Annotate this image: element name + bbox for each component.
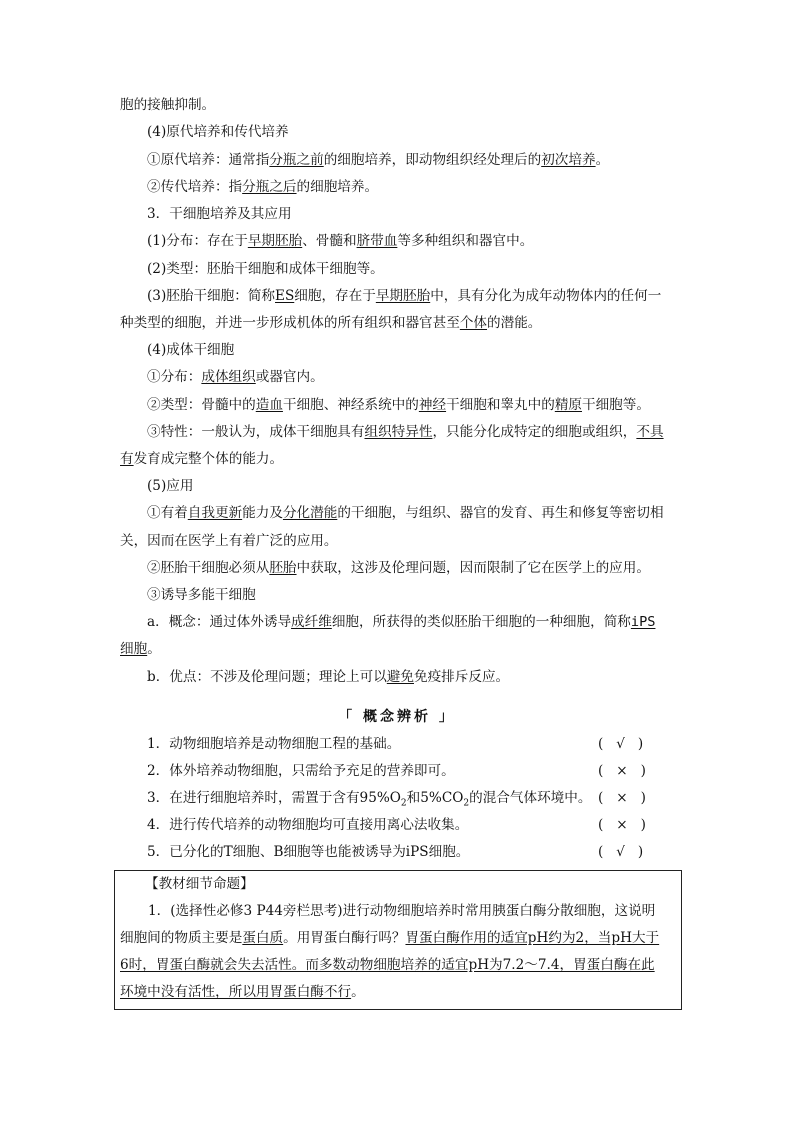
text: 胞的接触抑制。 [120, 97, 216, 113]
paragraph-line [147, 178, 378, 196]
subscript: 2 [463, 798, 470, 809]
heading-adult-stem-cells [147, 341, 234, 359]
text: ③特性：一般认为，成体干细胞具有 [147, 424, 365, 440]
underlined-answer: 分化潜能 [282, 505, 338, 521]
text: ②传代培养：指 [147, 179, 243, 195]
paragraph-line [120, 983, 365, 1001]
underlined-answer: 蛋白质 [242, 930, 284, 946]
text: (2)类型：胚胎干细胞和成体干细胞等。 [147, 261, 384, 277]
underlined-answer: 成纤维 [291, 614, 332, 630]
paragraph-line [147, 613, 655, 631]
judgement-item [147, 735, 667, 753]
item-answer: ( × ) [598, 817, 646, 833]
text: ①有着 [147, 505, 188, 521]
text: 免疫排斥反应。 [413, 669, 510, 685]
underlined-answer: 神经 [418, 397, 447, 413]
text: ①分布： [147, 369, 202, 385]
text: 细胞，所获得的类似胚胎干细胞的一种细胞，简称 [331, 614, 631, 630]
paragraph-line [147, 586, 256, 604]
subscript: 2 [400, 798, 407, 809]
paragraph-line [147, 396, 650, 414]
paragraph-line [147, 287, 661, 305]
underlined-answer: 脐带血 [356, 233, 398, 249]
item-answer: ( √ ) [598, 844, 644, 860]
text: 3．干细胞培养及其应用 [147, 206, 292, 222]
textbook-detail-box [114, 870, 682, 1010]
underlined-answer: 胚胎 [269, 560, 297, 576]
underlined-answer: 早期胚胎 [247, 233, 303, 249]
underlined-answer: 不具 [636, 424, 664, 440]
text: 。 [595, 152, 610, 168]
judgement-item [147, 789, 667, 807]
text: 、骨髓和 [302, 233, 357, 249]
text: 中获取，这涉及伦理问题，因而限制了它在医学上的应用。 [296, 560, 650, 576]
underlined-answer: 精原 [554, 397, 582, 413]
underlined-answer: 环境中没有活性，所以用胃蛋白酶不行 [120, 984, 352, 1000]
text: 能力及 [242, 505, 283, 521]
text: (4)成体干细胞 [147, 342, 235, 358]
text: 发育成完整个体的能力。 [133, 451, 284, 467]
item-text [147, 789, 591, 813]
paragraph-line [147, 668, 509, 686]
text: 或器官内。 [255, 369, 324, 385]
paragraph-line [148, 902, 655, 920]
text: 。 [147, 641, 161, 657]
paragraph-line [147, 151, 609, 169]
text: 干细胞、神经系统中的 [282, 397, 419, 413]
paragraph-line [120, 640, 161, 658]
text: 。 [351, 984, 365, 1000]
heading-primary-passage-culture [147, 123, 289, 141]
item-answer: ( × ) [598, 790, 646, 806]
item-text: 2．体外培养动物细胞，只需给予充足的营养即可。 [147, 763, 455, 779]
text: 3．在进行细胞培养时，需置于含有95%O [147, 790, 401, 806]
paragraph-line [147, 232, 533, 250]
underlined-answer: 自我更新 [187, 505, 243, 521]
heading-stem-cells [147, 205, 292, 223]
text: 细胞，存在于 [294, 288, 376, 304]
paragraph-line [120, 956, 655, 974]
text: 1．(选择性必修3 P44旁栏思考)进行动物细胞培养时常用胰蛋白酶分散细胞，这说明 [148, 903, 656, 919]
underlined-answer: 分瓶之前 [269, 152, 324, 168]
underlined-answer: 避免 [386, 669, 414, 685]
paragraph-line [120, 96, 215, 114]
underlined-answer: 早期胚胎 [375, 288, 431, 304]
section-title: 「 概念辨析 」 [338, 709, 456, 725]
paragraph-line [120, 450, 283, 468]
text: ①原代培养：通常指 [147, 152, 270, 168]
underlined-answer: 组织特异性 [364, 424, 433, 440]
text: a．概念：通过体外诱导 [147, 614, 292, 630]
item-answer: ( √ ) [598, 736, 644, 752]
judgement-item [147, 762, 667, 780]
item-text: 1．动物细胞培养是动物细胞工程的基础。 [147, 736, 401, 752]
text: ②胚胎干细胞必须从 [147, 560, 270, 576]
text: 的细胞培养，即动物组织经处理后的 [323, 152, 542, 168]
judgement-item [147, 816, 667, 834]
item-text: 5．已分化的T细胞、B细胞等也能被诱导为iPS细胞。 [147, 844, 470, 860]
text: 和5%CO [406, 790, 464, 806]
text: 的细胞培养。 [296, 179, 379, 195]
text: (5)应用 [147, 478, 194, 494]
paragraph-line [120, 314, 541, 332]
underlined-answer: 胃蛋白酶作用的适宜pH约为2，当pH大于 [405, 930, 660, 946]
underlined-answer: ES [275, 288, 295, 304]
paragraph-line [147, 423, 664, 441]
text: 细胞间的物质主要是 [120, 930, 243, 946]
text: (3)胚胎干细胞：简称 [147, 288, 276, 304]
underlined-answer: 细胞 [120, 641, 148, 657]
text: 的干细胞，与组织、器官的发育、再生和修复等密切相 [337, 505, 664, 521]
paragraph-line [147, 559, 650, 577]
underlined-answer: 初次培养 [541, 152, 596, 168]
text: 干细胞等。 [582, 397, 650, 413]
text: 的混合气体环境中。 [469, 790, 592, 806]
paragraph-line [147, 504, 664, 522]
paragraph-line [147, 260, 384, 278]
item-answer: ( × ) [598, 763, 646, 779]
text: 中，具有分化为成年动物体内的任何一 [430, 288, 662, 304]
text: ③诱导多能干细胞 [147, 587, 256, 603]
underlined-answer: iPS [630, 614, 656, 630]
underlined-answer: 成体组织 [201, 369, 256, 385]
text: 等多种组织和器官中。 [397, 233, 534, 249]
underlined-answer: 个体 [459, 315, 488, 331]
item-text: 4．进行传代培养的动物细胞均可直接用离心法收集。 [147, 817, 469, 833]
underlined-answer: 分瓶之后 [242, 179, 297, 195]
text: 干细胞和睾丸中的 [446, 397, 555, 413]
text: 的潜能。 [487, 315, 542, 331]
paragraph-line [147, 368, 324, 386]
heading-application [147, 477, 193, 495]
underlined-answer: 造血 [255, 397, 283, 413]
text: 种类型的细胞，并进一步形成机体的所有组织和器官甚至 [120, 315, 460, 331]
text: (1)分布：存在于 [147, 233, 248, 249]
text: (4)原代培养和传代培养 [147, 124, 289, 140]
text: 。用胃蛋白酶行吗？ [283, 930, 406, 946]
underlined-answer: 有 [120, 451, 134, 467]
paragraph-line [120, 532, 338, 550]
box-heading: 【教材细节命题】 [145, 876, 254, 892]
underlined-answer: 6时，胃蛋白酶就会失去活性。而多数动物细胞培养的适宜pH为7.2～7.4，胃蛋白酶在此 [120, 957, 655, 973]
judgement-item [147, 843, 667, 861]
text: b．优点：不涉及伦理问题；理论上可以 [147, 669, 387, 685]
text: 关，因而在医学上有着广泛的应用。 [120, 533, 338, 549]
paragraph-line [120, 929, 659, 947]
text: ②类型：骨髓中的 [147, 397, 256, 413]
text: ，只能分化成特定的细胞或组织， [432, 424, 637, 440]
